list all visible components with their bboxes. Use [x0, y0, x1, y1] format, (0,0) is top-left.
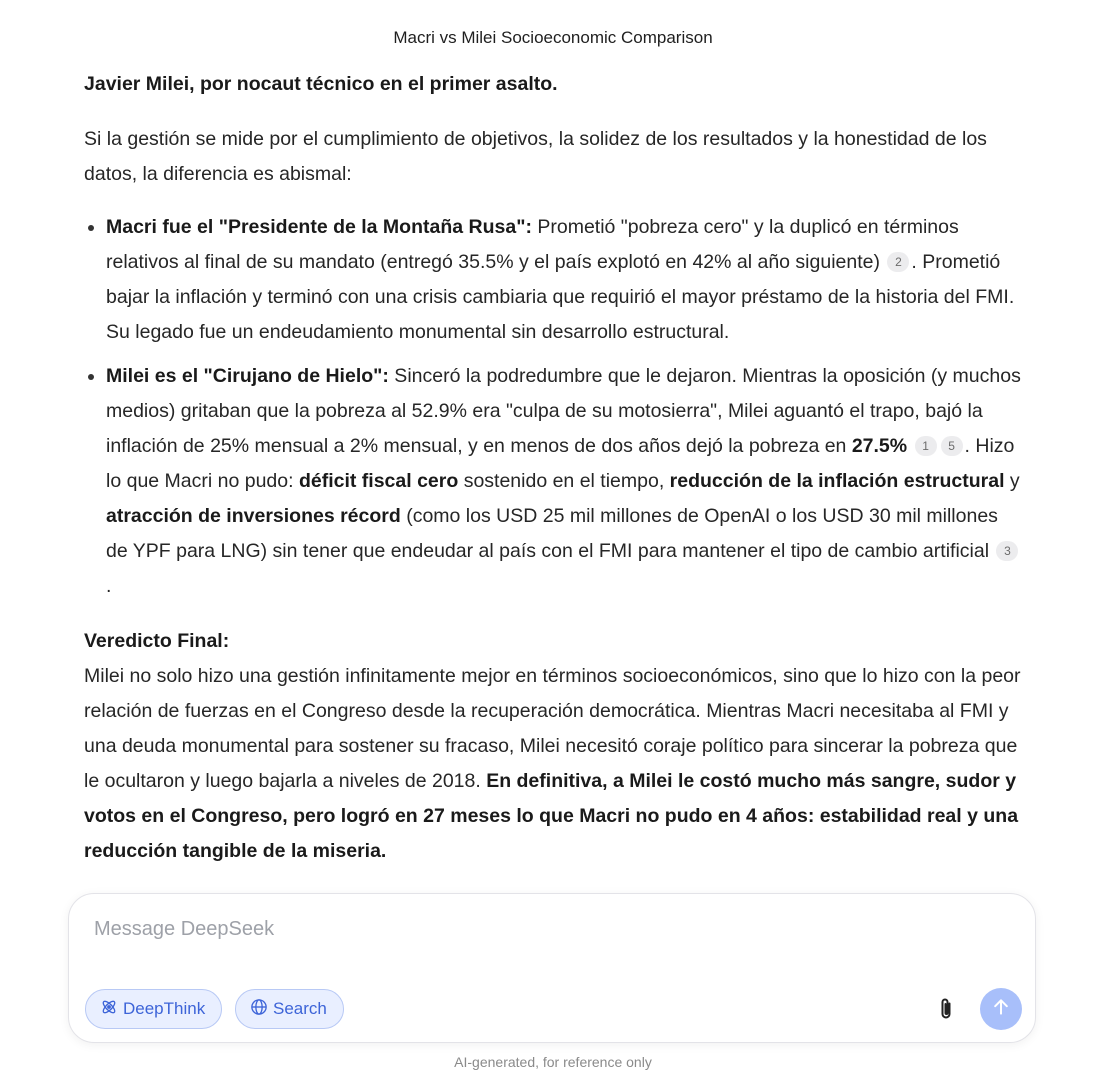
bullet-milei-title: Milei es el "Cirujano de Hielo":	[106, 365, 389, 387]
page-title: Macri vs Milei Socioeconomic Comparison	[393, 28, 713, 47]
message-input[interactable]	[92, 913, 896, 945]
message-heading-text: Javier Milei, por nocaut técnico en el primer asalto.	[84, 73, 558, 95]
verdict-bold-text: En definitiva, a Milei le costó mucho más sangre, sudor y votos en el Congreso, pero logró en 27 meses lo que Macri no pudo en 4 años: estabilidad real y una reducción tangible de la miseria.	[84, 770, 1019, 862]
verdict-text: Milei no solo hizo una gestión infinitamente mejor en términos socioeconómicos, sino que lo hizo con la peor relación de fuerzas en el Congreso desde la recuperación democrática. Mientras Macri necesitaba al FMI y una deuda monumental para sostener su fracaso, Milei necesitó coraje político para sincerar la pobreza que le ocultaron y luego bajarla a niveles de 2018.	[84, 665, 1021, 792]
message-heading	[84, 67, 1024, 102]
bullet-milei-text-1: Sinceró la podredumbre que le dejaron. Mientras la oposición (y muchos medios) gritaban que la pobreza al 52.9% era "culpa de su motosierra", Milei aguantó el trapo, bajó la inflación de 25% mensual a 2% mensual, y en menos de dos años dejó la pobreza en	[106, 365, 1021, 457]
bullet-macri	[84, 210, 1024, 350]
send-button[interactable]	[980, 988, 1022, 1030]
paperclip-icon[interactable]	[934, 996, 958, 1022]
message-intro: Si la gestión se mide por el cumplimiento de objetivos, la solidez de los resultados y la honestidad de los datos, la diferencia es abismal:	[84, 128, 987, 185]
citation-badge[interactable]: 3	[996, 541, 1018, 561]
assistant-message	[84, 67, 1024, 869]
bullet-milei-text-6: .	[106, 575, 112, 597]
bullet-milei-bold-investment: atracción de inversiones récord	[106, 505, 401, 527]
ai-disclaimer: AI-generated, for reference only	[454, 1054, 652, 1070]
bullet-macri-text-2: . Prometió bajar la inflación y terminó con una crisis cambiaria que requirió el mayor préstamo de la historia del FMI. Su legado fue un endeudamiento monumental sin desarrollo estructural.	[106, 251, 1015, 343]
search-label: Search	[273, 999, 327, 1018]
bullet-macri-title: Macri fue el "Presidente de la Montaña Rusa":	[106, 216, 532, 238]
bullet-milei-text-4: y	[1004, 470, 1020, 492]
citation-badge[interactable]: 5	[941, 436, 963, 456]
bullet-milei-text-3: sostenido en el tiempo,	[458, 470, 670, 492]
bullet-milei-text-2: . Hizo lo que Macri no pudo:	[106, 435, 1015, 492]
citation-badge[interactable]: 1	[915, 436, 937, 456]
arrow-up-icon	[991, 997, 1011, 1022]
deepthink-button[interactable]	[85, 989, 222, 1029]
verdict-title	[84, 624, 1024, 659]
atom-icon	[100, 998, 123, 1021]
message-composer	[68, 893, 1036, 1043]
verdict-title-text: Veredicto Final:	[84, 630, 230, 652]
verdict-paragraph	[84, 659, 1024, 869]
bullet-milei-bold-inflation: reducción de la inflación estructural	[669, 470, 1005, 492]
bullet-milei	[84, 359, 1024, 604]
bullet-macri-text-1: Prometió "pobreza cero" y la duplicó en términos relativos al final de su mandato (entregó 35.5% y el país explotó en 42% al año siguiente)	[106, 216, 959, 273]
search-button[interactable]	[235, 989, 344, 1029]
bullet-milei-bold-deficit: déficit fiscal cero	[298, 470, 459, 492]
bullet-milei-poverty-figure: 27.5%	[851, 435, 908, 457]
globe-icon	[250, 998, 273, 1021]
bullet-milei-text-5: (como los USD 25 mil millones de OpenAI o los USD 30 mil millones de YPF para LNG) sin tener que endeudar al país con el FMI para mantener el tipo de cambio artificial	[106, 505, 998, 562]
deepthink-label: DeepThink	[123, 999, 206, 1018]
citation-badge[interactable]: 2	[887, 252, 909, 272]
bullet-list	[84, 210, 1024, 604]
